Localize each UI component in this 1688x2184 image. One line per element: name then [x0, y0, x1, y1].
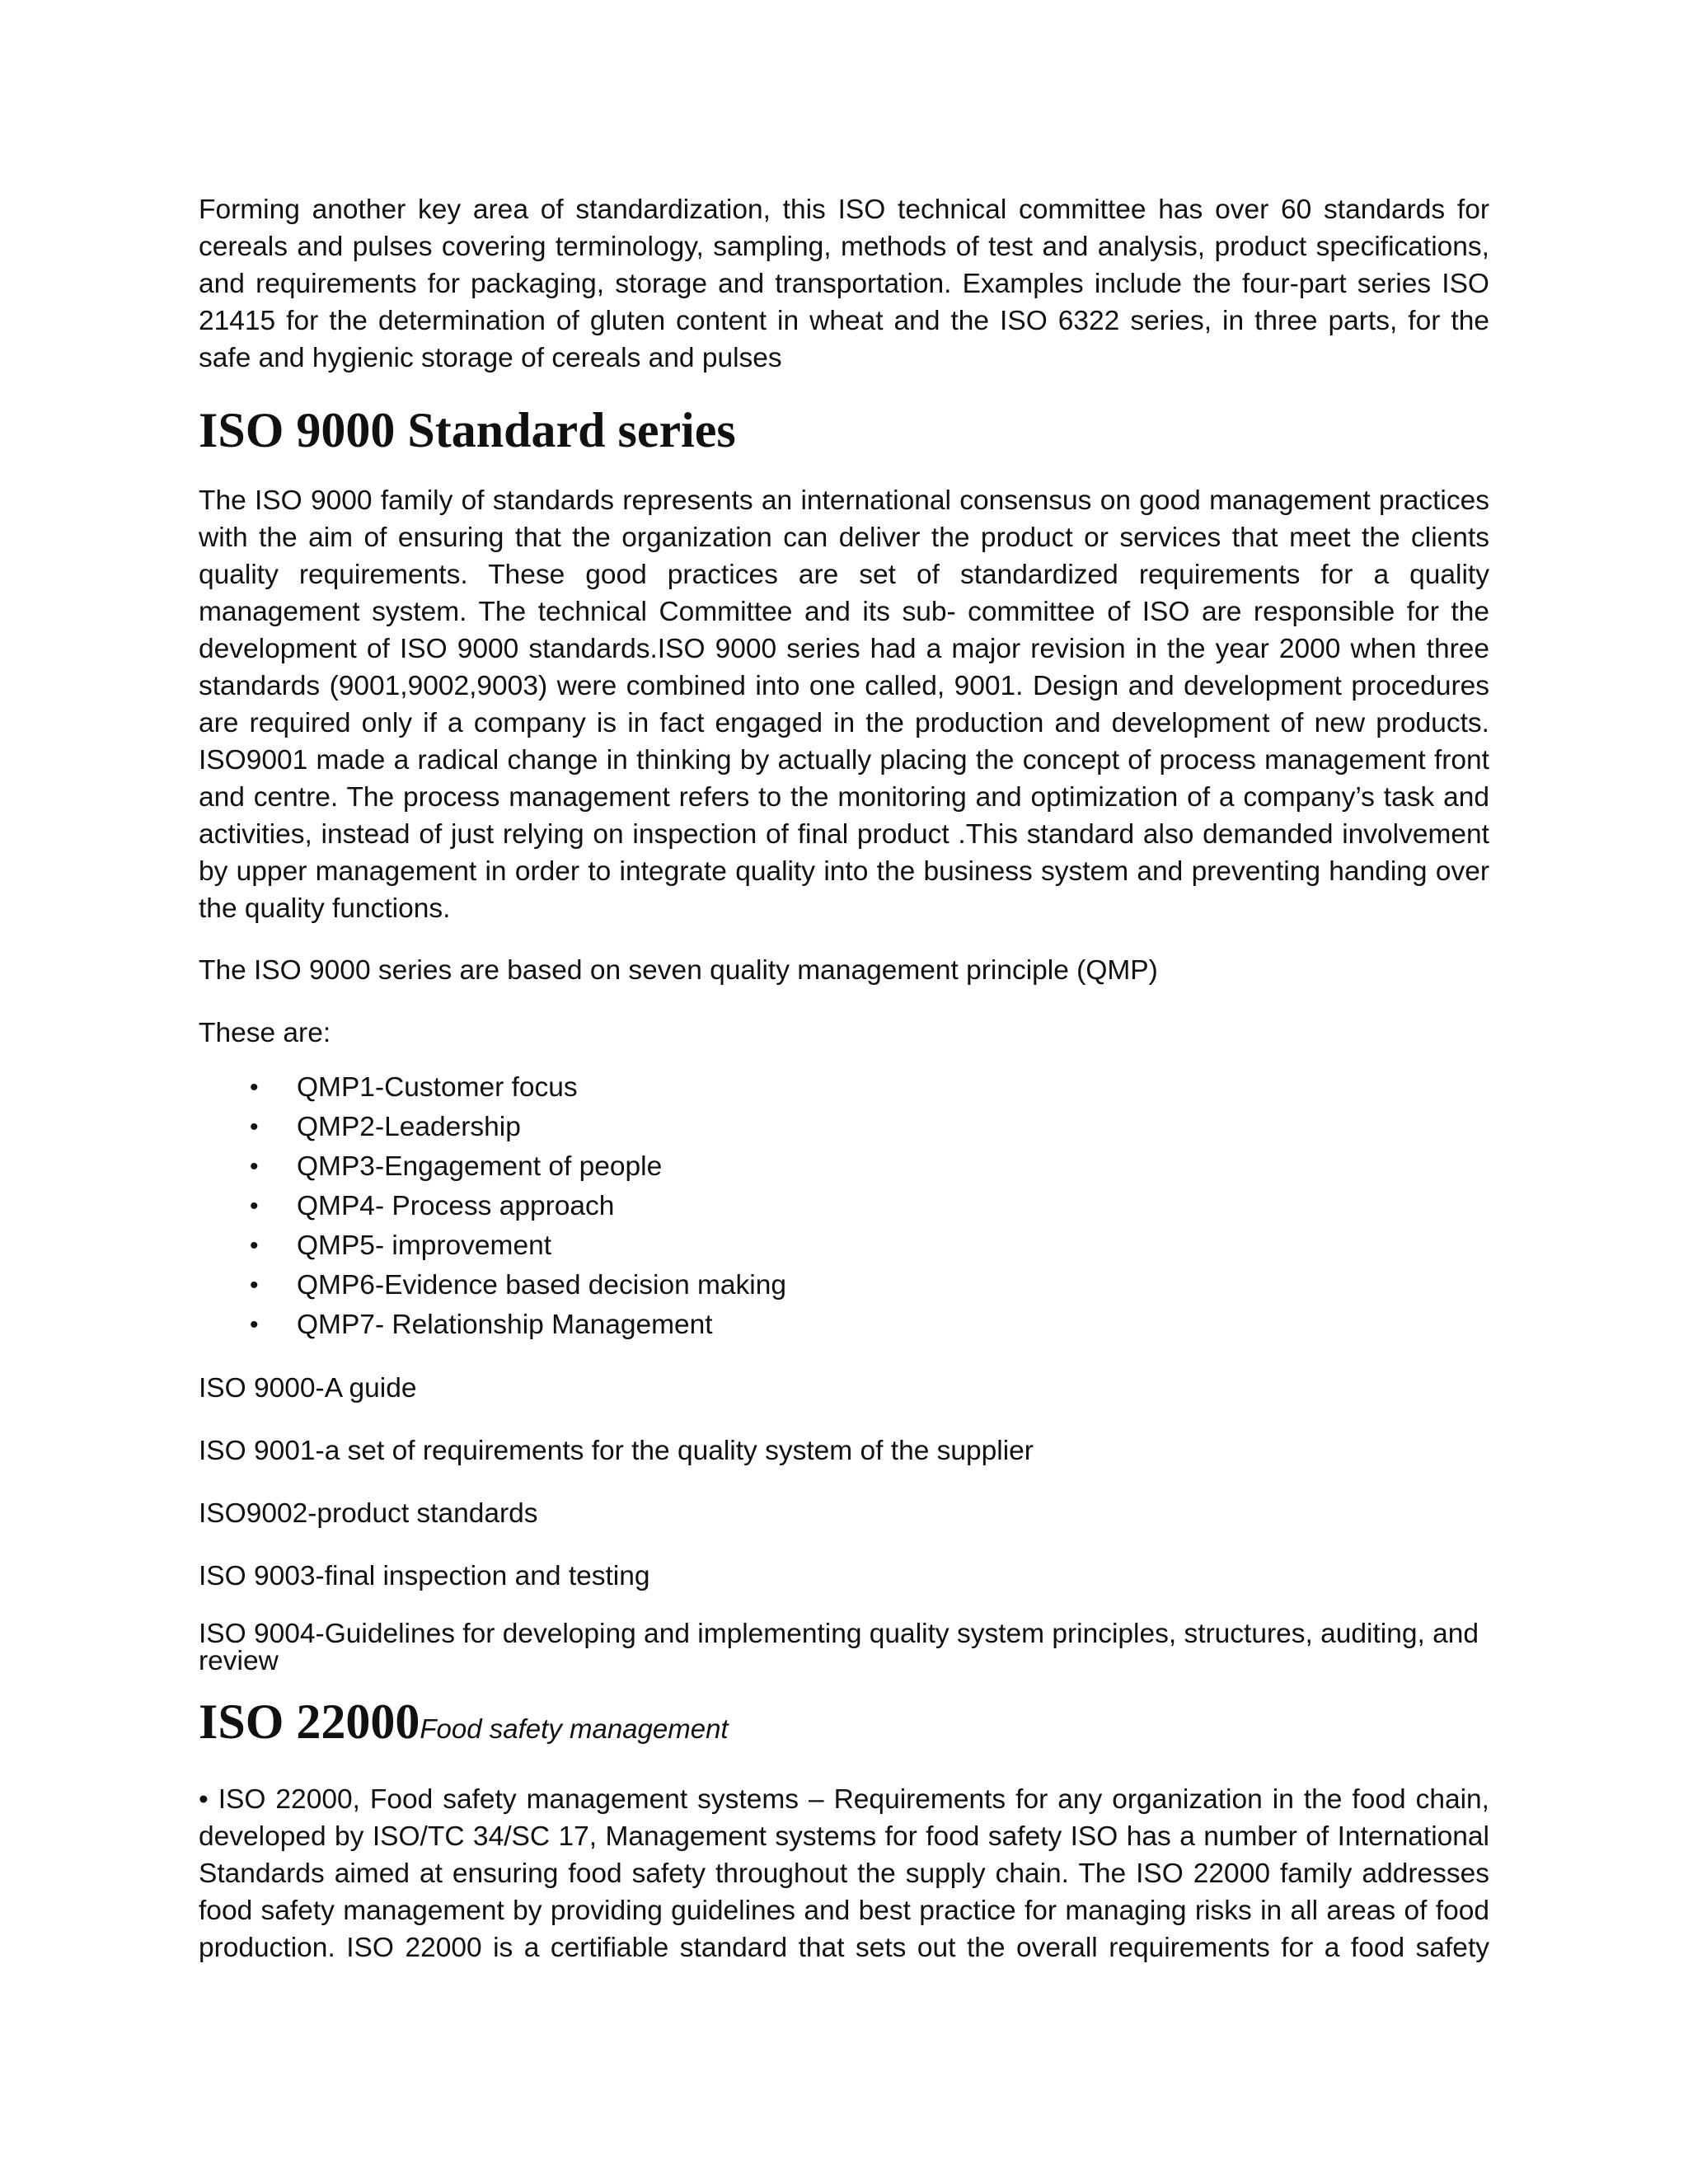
list-item: • QMP5- improvement [199, 1226, 1489, 1266]
list-item: • QMP4- Process approach [199, 1187, 1489, 1226]
principles-intro: The ISO 9000 series are based on seven quality management principle (QMP) [199, 955, 1158, 986]
iso-9000-paragraph: The ISO 9000 family of standards represents an international consensus on good management practices with the aim of ensuring that the organization can deliver the product or services that meet the clients quality requirements. These good practices are set of standardized requirements for a quality management system. The technical Committee and its sub- committee of ISO are responsible for the development of ISO 9000 standards.ISO 9000 series had a major revision in the year 2000 when three standards (9001,9002,9003) were combined into one called, 9001. Design and development procedures are required only if a company is in fact engaged in the production and development of new products. ISO9001 made a radical change in thinking by actually placing the concept of process management front and centre. The process management refers to the monitoring and optimization of a company’s task and activities, instead of just relying on inspection of final product .This standard also demanded involvement by upper management in order to integrate quality into the business system and preventing handing over the quality functions. [199, 485, 1489, 924]
bullet-icon: • [250, 1232, 259, 1259]
iso-22000-heading: ISO 22000Food safety management [199, 1694, 729, 1749]
document-page [199, 191, 1489, 1991]
list-item: • QMP2-Leadership [199, 1108, 1489, 1147]
bullet-icon: • [250, 1272, 259, 1299]
these-are-label: These are: [199, 1018, 331, 1048]
bullet-icon: • [250, 1074, 259, 1101]
iso-22000-paragraph: • ISO 22000, Food safety management systems – Requirements for any organization in the food chain, developed by ISO/TC 34/SC 17, Management systems for food safety ISO has a number of International Standards aimed at ensuring food safety throughout the supply chain. The ISO 22000 family addresses food safety management by providing guidelines and best practice for managing risks in all areas of food production. ISO 22000 is a certifiable standard that sets out the overall requirements for a food safety [199, 1784, 1489, 1963]
standard-iso-9001: ISO 9001-a set of requirements for the quality system of the supplier [199, 1436, 1034, 1466]
principles-list [199, 1068, 1489, 1345]
list-item: • QMP3-Engagement of people [199, 1147, 1489, 1187]
standard-iso-9004: ISO 9004-Guidelines for developing and implementing quality system principles, structures, auditing, and review [199, 1619, 1479, 1676]
standard-iso-9003: ISO 9003-final inspection and testing [199, 1561, 650, 1591]
standard-iso-9002: ISO9002-product standards [199, 1498, 538, 1529]
list-item: • QMP6-Evidence based decision making [199, 1266, 1489, 1305]
bullet-icon: • [250, 1113, 259, 1141]
iso-22000-subheading: Food safety management [420, 1713, 729, 1744]
iso-9000-heading: ISO 9000 Standard series [199, 403, 736, 457]
standard-iso-9000: ISO 9000-A guide [199, 1373, 417, 1404]
bullet-icon: • [250, 1311, 259, 1338]
list-item: • QMP1-Customer focus [199, 1068, 1489, 1108]
bullet-icon: • [250, 1153, 259, 1180]
bullet-icon: • [250, 1193, 259, 1220]
intro-paragraph: Forming another key area of standardization, this ISO technical committee has over 60 standards for cereals and pulses covering terminology, sampling, methods of test and analysis, product specifications, and requirements for packaging, storage and transportation. Examples include the four-part series ISO 21415 for the determination of gluten content in wheat and the ISO 6322 series, in three parts, for the safe and hygienic storage of cereals and pulses [199, 194, 1489, 373]
list-item: • QMP7- Relationship Management [199, 1305, 1489, 1345]
